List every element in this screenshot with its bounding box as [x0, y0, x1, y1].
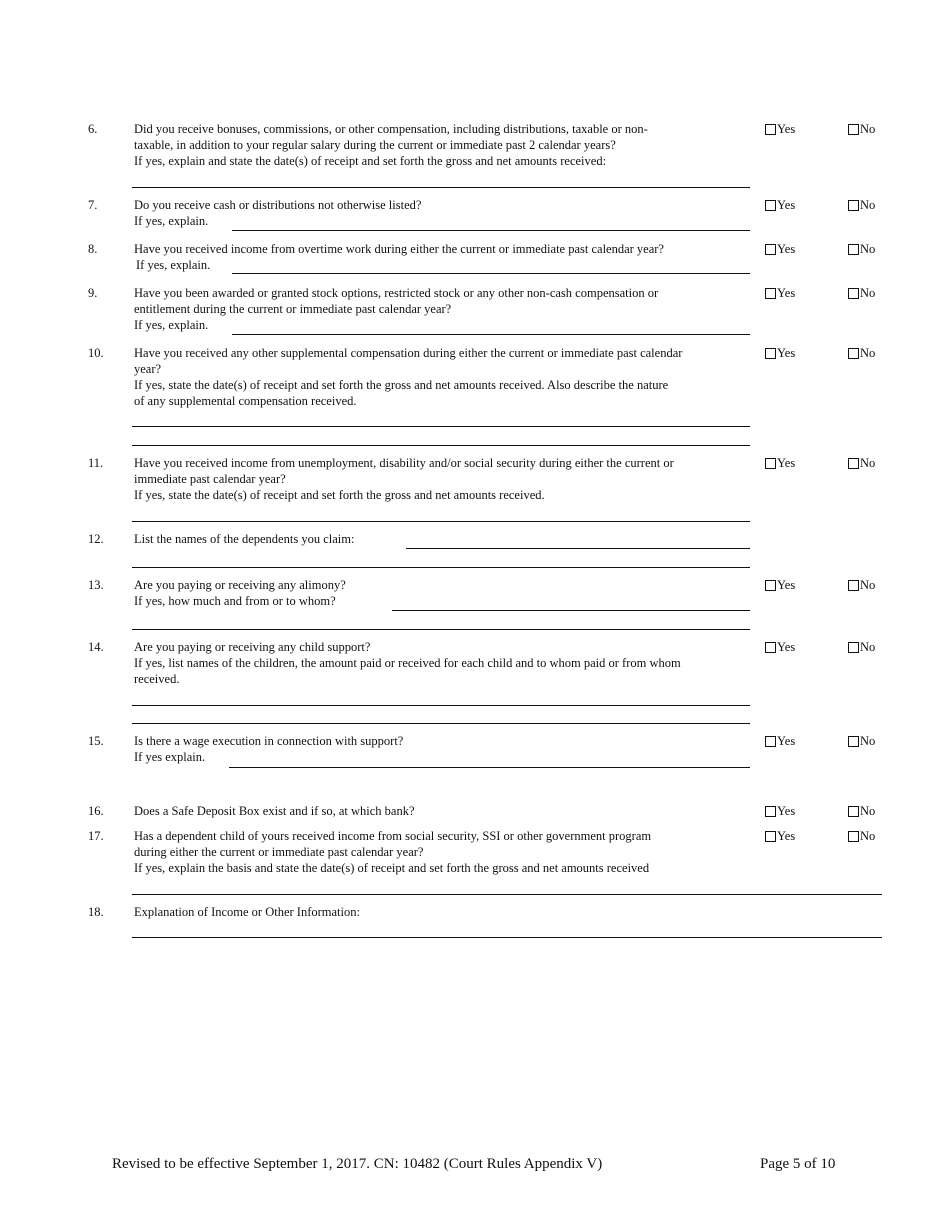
q9-line-1: Have you been awarded or granted stock options, restricted stock or any other non-cash compensation or [134, 286, 659, 300]
q8-yes-checkbox[interactable] [765, 242, 795, 256]
yes-label: Yes [777, 578, 796, 592]
q16-yes-checkbox[interactable] [765, 804, 795, 818]
q10-line-4: of any supplemental compensation received. [134, 394, 357, 408]
checkbox-icon [765, 348, 776, 359]
q13-answer-line-2[interactable] [132, 629, 750, 630]
footer-revision: Revised to be effective September 1, 2017. CN: 10482 (Court Rules Appendix V) [112, 1156, 603, 1172]
q12-line-1: List the names of the dependents you claim: [134, 532, 355, 546]
q7-no-checkbox[interactable] [848, 198, 875, 212]
q6-no-checkbox[interactable] [848, 122, 875, 136]
checkbox-icon [848, 200, 859, 211]
q17-answer-line[interactable] [132, 894, 882, 895]
q9-number: 9. [88, 286, 98, 300]
q10-line-3: If yes, state the date(s) of receipt and set forth the gross and net amounts received. Also describe the nature [134, 378, 669, 392]
q6-answer-line[interactable] [132, 187, 750, 188]
q10-answer-line-1[interactable] [132, 426, 750, 427]
q11-line-1: Have you received income from unemployment, disability and/or social security during either the current or [134, 456, 674, 470]
q15-no-checkbox[interactable] [848, 734, 875, 748]
q9-text [134, 285, 750, 333]
q14-answer-line-2[interactable] [132, 723, 750, 724]
footer-page-number: Page 5 of 10 [760, 1156, 836, 1172]
no-label: No [860, 286, 876, 300]
checkbox-icon [765, 458, 776, 469]
no-label: No [860, 734, 876, 748]
q14-no-checkbox[interactable] [848, 640, 875, 654]
q7-number: 7. [88, 198, 98, 212]
yes-label: Yes [777, 198, 796, 212]
q8-answer-line[interactable] [232, 273, 750, 274]
q15-number: 15. [88, 734, 104, 748]
q17-line-2: during either the current or immediate past calendar year? [134, 845, 424, 859]
checkbox-icon [765, 736, 776, 747]
no-label: No [860, 456, 876, 470]
q18-text [134, 904, 750, 920]
q17-line-3: If yes, explain the basis and state the date(s) of receipt and set forth the gross and net amounts received [134, 861, 650, 875]
no-label: No [860, 829, 876, 843]
q11-line-3: If yes, state the date(s) of receipt and set forth the gross and net amounts received. [134, 488, 545, 502]
q6-text [134, 121, 750, 169]
q8-text [134, 241, 750, 273]
q16-line-1: Does a Safe Deposit Box exist and if so, at which bank? [134, 804, 415, 818]
checkbox-icon [765, 288, 776, 299]
yes-label: Yes [777, 286, 796, 300]
q8-number: 8. [88, 242, 98, 256]
q18-line-1: Explanation of Income or Other Information: [134, 905, 360, 919]
yes-label: Yes [777, 829, 796, 843]
q10-no-checkbox[interactable] [848, 346, 875, 360]
q9-answer-line[interactable] [232, 334, 750, 335]
q17-text [134, 828, 750, 876]
q7-line-1: Do you receive cash or distributions not otherwise listed? [134, 198, 422, 212]
q13-text [134, 577, 750, 609]
checkbox-icon [765, 642, 776, 653]
yes-label: Yes [777, 734, 796, 748]
q12-number: 12. [88, 532, 104, 546]
q11-text [134, 455, 750, 503]
yes-label: Yes [777, 242, 796, 256]
checkbox-icon [765, 200, 776, 211]
no-label: No [860, 578, 876, 592]
q11-number: 11. [88, 456, 104, 470]
q6-yes-checkbox[interactable] [765, 122, 795, 136]
q11-line-2: immediate past calendar year? [134, 472, 286, 486]
yes-label: Yes [777, 640, 796, 654]
q13-number: 13. [88, 578, 104, 592]
q6-line-3: If yes, explain and state the date(s) of receipt and set forth the gross and net amounts received: [134, 154, 607, 168]
q8-line-1: Have you received income from overtime work during either the current or immediate past calendar year? [134, 242, 664, 256]
yes-label: Yes [777, 456, 796, 470]
q14-text [134, 639, 750, 687]
q14-number: 14. [88, 640, 104, 654]
q17-number: 17. [88, 829, 104, 843]
q15-yes-checkbox[interactable] [765, 734, 795, 748]
checkbox-icon [848, 244, 859, 255]
q18-number: 18. [88, 905, 104, 919]
q6-line-2: taxable, in addition to your regular salary during the current or immediate past 2 calendar years? [134, 138, 616, 152]
q16-no-checkbox[interactable] [848, 804, 875, 818]
q10-text [134, 345, 750, 409]
no-label: No [860, 242, 876, 256]
q16-number: 16. [88, 804, 104, 818]
q7-text [134, 197, 750, 229]
checkbox-icon [848, 736, 859, 747]
yes-label: Yes [777, 804, 796, 818]
checkbox-icon [848, 642, 859, 653]
q9-no-checkbox[interactable] [848, 286, 875, 300]
q13-yes-checkbox[interactable] [765, 578, 795, 592]
q10-yes-checkbox[interactable] [765, 346, 795, 360]
q15-line-1: Is there a wage execution in connection with support? [134, 734, 404, 748]
q10-line-2: year? [134, 362, 162, 376]
q18-answer-line[interactable] [132, 937, 882, 938]
q12-text [134, 531, 750, 547]
yes-label: Yes [777, 346, 796, 360]
q6-number: 6. [88, 122, 98, 136]
checkbox-icon [848, 580, 859, 591]
no-label: No [860, 640, 876, 654]
q7-line-2: If yes, explain. [134, 214, 209, 228]
q9-line-2: entitlement during the current or immediate past calendar year? [134, 302, 452, 316]
q17-yes-checkbox[interactable] [765, 829, 795, 843]
q11-answer-line[interactable] [132, 521, 750, 522]
q7-answer-line[interactable] [232, 230, 750, 231]
q10-answer-line-2[interactable] [132, 445, 750, 446]
q15-text [134, 733, 750, 765]
q15-answer-line[interactable] [229, 767, 750, 768]
no-label: No [860, 122, 876, 136]
checkbox-icon [848, 124, 859, 135]
q14-yes-checkbox[interactable] [765, 640, 795, 654]
q10-line-1: Have you received any other supplemental compensation during either the current or immediate past calendar [134, 346, 683, 360]
checkbox-icon [765, 831, 776, 842]
checkbox-icon [765, 124, 776, 135]
q14-line-2: If yes, list names of the children, the amount paid or received for each child and to whom paid or from whom [134, 656, 681, 670]
q17-no-checkbox[interactable] [848, 829, 875, 843]
checkbox-icon [765, 580, 776, 591]
q13-line-2: If yes, how much and from or to whom? [134, 594, 336, 608]
checkbox-icon [848, 806, 859, 817]
no-label: No [860, 804, 876, 818]
q12-answer-line-2[interactable] [132, 567, 750, 568]
q8-no-checkbox[interactable] [848, 242, 875, 256]
q16-text [134, 803, 750, 819]
checkbox-icon [848, 458, 859, 469]
q17-line-1: Has a dependent child of yours received income from social security, SSI or other government program [134, 829, 652, 843]
q13-line-1: Are you paying or receiving any alimony? [134, 578, 346, 592]
q10-number: 10. [88, 346, 104, 360]
q11-no-checkbox[interactable] [848, 456, 875, 470]
checkbox-icon [848, 831, 859, 842]
q8-line-2: If yes, explain. [136, 258, 211, 272]
q11-yes-checkbox[interactable] [765, 456, 795, 470]
no-label: No [860, 198, 876, 212]
q7-yes-checkbox[interactable] [765, 198, 795, 212]
no-label: No [860, 346, 876, 360]
q9-line-3: If yes, explain. [134, 318, 209, 332]
yes-label: Yes [777, 122, 796, 136]
q15-line-2: If yes explain. [134, 750, 206, 764]
q6-line-1: Did you receive bonuses, commissions, or other compensation, including distributions, taxable or non- [134, 122, 648, 136]
q9-yes-checkbox[interactable] [765, 286, 795, 300]
q12-answer-line-1[interactable] [406, 548, 750, 549]
q13-answer-line-1[interactable] [392, 610, 750, 611]
checkbox-icon [765, 806, 776, 817]
q14-answer-line-1[interactable] [132, 705, 750, 706]
q14-line-3: received. [134, 672, 180, 686]
q13-no-checkbox[interactable] [848, 578, 875, 592]
checkbox-icon [765, 244, 776, 255]
q14-line-1: Are you paying or receiving any child support? [134, 640, 371, 654]
checkbox-icon [848, 348, 859, 359]
checkbox-icon [848, 288, 859, 299]
